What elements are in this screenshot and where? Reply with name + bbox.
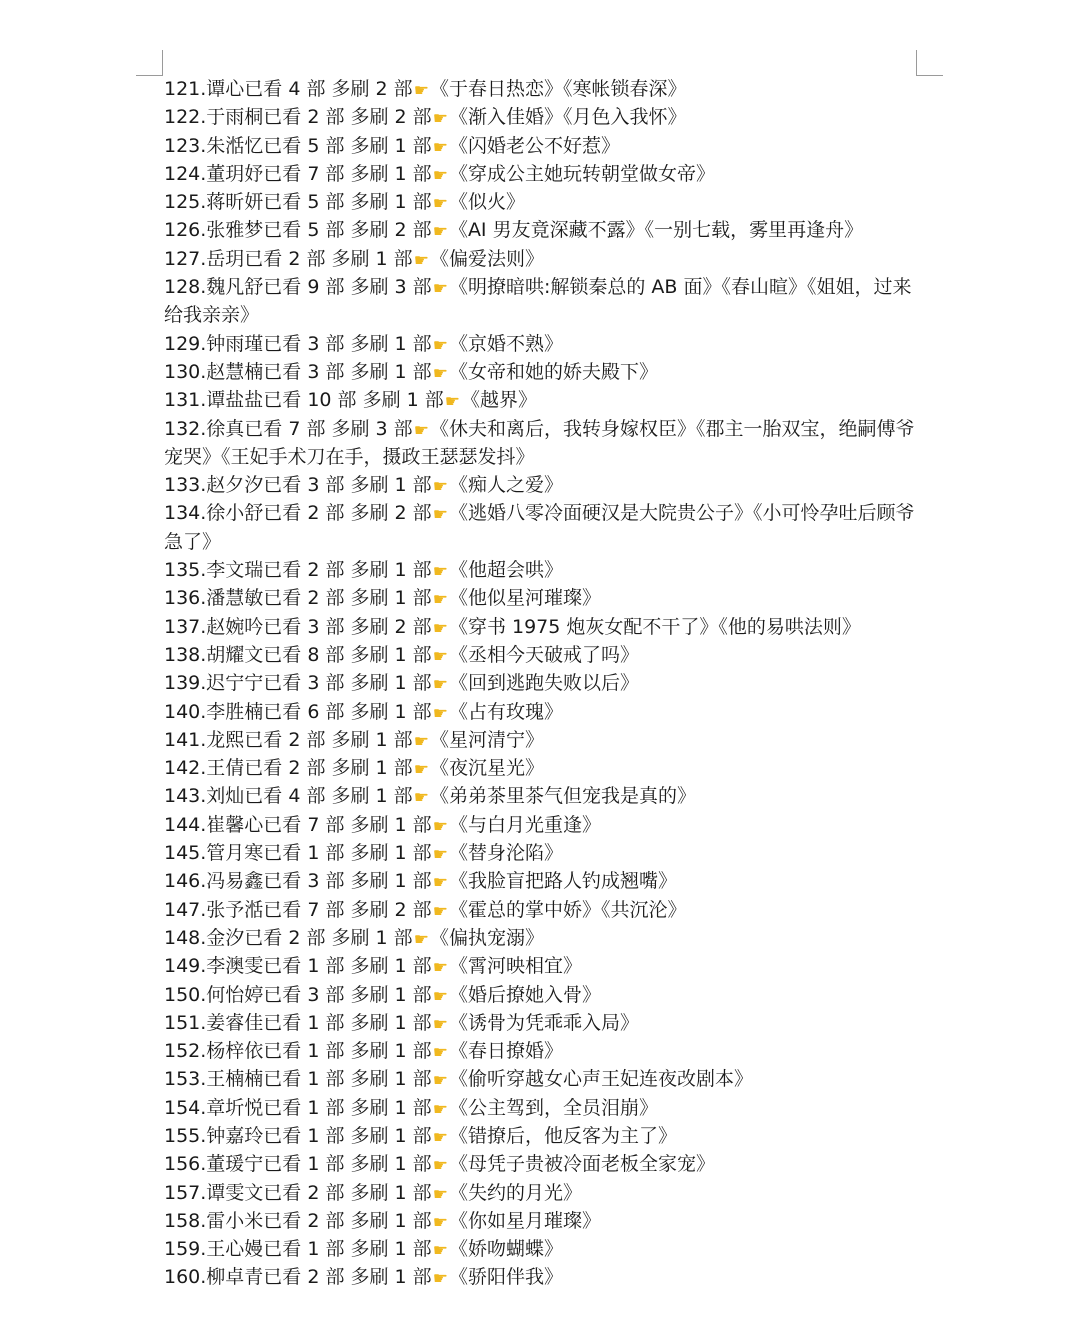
- entry-books: 《他似星河璀璨》: [448, 587, 601, 610]
- entry-text: 141.龙熙已看 2 部 多刷 1 部: [164, 728, 413, 751]
- entry-text: 124.董玥妤已看 7 部 多刷 1 部: [164, 162, 432, 185]
- pointing-hand-icon: ☛: [432, 335, 448, 356]
- list-item: [164, 75, 924, 103]
- list-item: [164, 839, 924, 867]
- list-item: [164, 1122, 924, 1150]
- entry-books: 《似火》: [448, 191, 525, 214]
- list-item: [164, 556, 924, 584]
- entry-books: 《霄河映相宜》: [448, 955, 582, 978]
- entry-text: 128.魏凡舒已看 9 部 多刷 3 部: [164, 276, 432, 299]
- pointing-hand-icon: ☛: [432, 1241, 448, 1262]
- entry-text: 126.张雅梦已看 5 部 多刷 2 部: [164, 219, 432, 242]
- list-item: [164, 811, 924, 839]
- pointing-hand-icon: ☛: [432, 873, 448, 894]
- list-item: [164, 216, 924, 244]
- pointing-hand-icon: ☛: [413, 760, 429, 781]
- entry-books: 《与白月光重逢》: [448, 813, 601, 836]
- pointing-hand-icon: ☛: [432, 646, 448, 667]
- pointing-hand-icon: ☛: [432, 1043, 448, 1064]
- entry-books: 《穿书 1975 炮灰女配不干了》《他的易哄法则》: [448, 615, 861, 638]
- pointing-hand-icon: ☛: [432, 958, 448, 979]
- document-body: [164, 75, 924, 1292]
- pointing-hand-icon: ☛: [413, 929, 429, 950]
- list-item: [164, 245, 924, 273]
- entry-text: 156.董瑗宁已看 1 部 多刷 1 部: [164, 1153, 432, 1176]
- entry-books: 《星河清宁》: [429, 728, 544, 751]
- entry-books: 《霍总的掌中娇》《共沉沦》: [448, 898, 687, 921]
- entry-books: 《渐入佳婚》《月色入我怀》: [448, 106, 687, 129]
- entry-books: 《回到逃跑失败以后》: [448, 672, 639, 695]
- entry-books: 《错撩后，他反客为主了》: [448, 1124, 677, 1147]
- list-item: [164, 358, 924, 386]
- entry-books: 《痴人之爱》: [448, 474, 563, 497]
- entry-books: 《越界》: [461, 389, 538, 412]
- entry-text: 136.潘慧敏已看 2 部 多刷 1 部: [164, 587, 432, 610]
- entry-books: 《偏爱法则》: [429, 247, 544, 270]
- entry-books: 《明撩暗哄:解锁秦总的 AB 面》《春山暄》《姐姐，过来给我亲亲》: [164, 276, 912, 327]
- list-item: [164, 273, 924, 330]
- list-item: [164, 1207, 924, 1235]
- pointing-hand-icon: ☛: [432, 194, 448, 215]
- entry-text: 152.杨梓依已看 1 部 多刷 1 部: [164, 1040, 432, 1063]
- list-item: [164, 641, 924, 669]
- pointing-hand-icon: ☛: [432, 901, 448, 922]
- pointing-hand-icon: ☛: [432, 137, 448, 158]
- entry-books: 《诱骨为凭乖乖入局》: [448, 1011, 639, 1034]
- entry-text: 122.于雨桐已看 2 部 多刷 2 部: [164, 106, 432, 129]
- entry-books: 《逃婚八零冷面硬汉是大院贵公子》《小可怜孕吐后顾爷急了》: [164, 502, 915, 553]
- pointing-hand-icon: ☛: [413, 81, 429, 101]
- entry-text: 140.李胜楠已看 6 部 多刷 1 部: [164, 700, 432, 723]
- entry-text: 145.管月寒已看 1 部 多刷 1 部: [164, 842, 432, 865]
- list-item: [164, 924, 924, 952]
- pointing-hand-icon: ☛: [444, 392, 461, 413]
- list-item: [164, 698, 924, 726]
- entry-books: 《偏执宠溺》: [429, 926, 544, 949]
- pointing-hand-icon: ☛: [432, 590, 448, 611]
- entry-books: 《丞相今天破戒了吗》: [448, 643, 639, 666]
- pointing-hand-icon: ☛: [413, 420, 429, 441]
- entry-text: 139.迟宁宁已看 3 部 多刷 1 部: [164, 672, 432, 695]
- list-item: [164, 132, 924, 160]
- list-item: [164, 669, 924, 697]
- entry-text: 121.谭心已看 4 部 多刷 2 部: [164, 78, 413, 100]
- list-item: [164, 471, 924, 499]
- entry-text: 146.冯易鑫已看 3 部 多刷 1 部: [164, 870, 432, 893]
- entry-books: 《闪婚老公不好惹》: [448, 134, 620, 157]
- entry-books: 《骄阳伴我》: [448, 1266, 563, 1289]
- entry-text: 123.朱湉忆已看 5 部 多刷 1 部: [164, 134, 432, 157]
- entry-text: 149.李澳雯已看 1 部 多刷 1 部: [164, 955, 432, 978]
- entry-books: 《AI 男友竟深藏不露》《一别七载，雾里再逢舟》: [448, 219, 864, 242]
- entry-text: 125.蒋昕妍已看 5 部 多刷 1 部: [164, 191, 432, 214]
- list-item: [164, 584, 924, 612]
- list-item: [164, 1094, 924, 1122]
- entry-books: 《你如星月璀璨》: [448, 1209, 601, 1232]
- list-item: [164, 330, 924, 358]
- entry-text: 150.何怡婷已看 3 部 多刷 1 部: [164, 983, 432, 1006]
- entry-books: 《穿成公主她玩转朝堂做女帝》: [448, 162, 715, 185]
- list-item: [164, 1037, 924, 1065]
- pointing-hand-icon: ☛: [432, 222, 448, 243]
- entry-text: 134.徐小舒已看 2 部 多刷 2 部: [164, 502, 432, 525]
- entry-text: 132.徐真已看 7 部 多刷 3 部: [164, 417, 413, 440]
- list-item: [164, 1235, 924, 1263]
- entry-text: 135.李文瑞已看 2 部 多刷 1 部: [164, 559, 432, 582]
- list-item: [164, 1009, 924, 1037]
- pointing-hand-icon: ☛: [432, 1212, 448, 1233]
- pointing-hand-icon: ☛: [432, 1127, 448, 1148]
- pointing-hand-icon: ☛: [432, 1014, 448, 1035]
- entry-text: 142.王倩已看 2 部 多刷 1 部: [164, 757, 413, 780]
- entry-text: 151.姜睿佳已看 1 部 多刷 1 部: [164, 1011, 432, 1034]
- entry-books: 《于春日热恋》《寒帐锁春深》: [429, 78, 687, 100]
- entry-text: 133.赵夕汐已看 3 部 多刷 1 部: [164, 474, 432, 497]
- entry-books: 《我脸盲把路人钓成翘嘴》: [448, 870, 677, 893]
- entry-books: 《休夫和离后，我转身嫁权臣》《郡主一胎双宝，绝嗣傅爷宠哭》《王妃手术刀在手，摄政王瑟瑟发抖》: [164, 417, 915, 468]
- pointing-hand-icon: ☛: [413, 250, 429, 271]
- entry-text: 137.赵婉吟已看 3 部 多刷 2 部: [164, 615, 432, 638]
- entry-text: 153.王楠楠已看 1 部 多刷 1 部: [164, 1068, 432, 1091]
- pointing-hand-icon: ☛: [432, 703, 448, 724]
- entry-text: 159.王心嫚已看 1 部 多刷 1 部: [164, 1238, 432, 1261]
- entry-books: 《替身沦陷》: [448, 842, 563, 865]
- entry-text: 157.谭雯文已看 2 部 多刷 1 部: [164, 1181, 432, 1204]
- entry-text: 138.胡耀文已看 8 部 多刷 1 部: [164, 643, 432, 666]
- pointing-hand-icon: ☛: [432, 1156, 448, 1177]
- margin-corner-top-left: [162, 50, 163, 76]
- entry-books: 《婚后撩她入骨》: [448, 983, 601, 1006]
- list-item: [164, 613, 924, 641]
- entry-text: 155.钟嘉玲已看 1 部 多刷 1 部: [164, 1124, 432, 1147]
- entry-text: 143.刘灿已看 4 部 多刷 1 部: [164, 785, 413, 808]
- pointing-hand-icon: ☛: [432, 675, 448, 696]
- entry-books: 《他超会哄》: [448, 559, 563, 582]
- entry-text: 154.章圻悦已看 1 部 多刷 1 部: [164, 1096, 432, 1119]
- list-item: [164, 160, 924, 188]
- list-item: [164, 726, 924, 754]
- margin-corner-top-left: [136, 75, 163, 76]
- entry-text: 129.钟雨瑾已看 3 部 多刷 1 部: [164, 332, 432, 355]
- pointing-hand-icon: ☛: [432, 279, 448, 300]
- pointing-hand-icon: ☛: [432, 165, 448, 186]
- entry-text: 147.张予湉已看 7 部 多刷 2 部: [164, 898, 432, 921]
- list-item: [164, 754, 924, 782]
- pointing-hand-icon: ☛: [413, 731, 429, 752]
- entry-books: 《母凭子贵被冷面老板全家宠》: [448, 1153, 715, 1176]
- pointing-hand-icon: ☛: [432, 109, 448, 130]
- entry-text: 131.谭盐盐已看 10 部 多刷 1 部: [164, 389, 444, 412]
- entry-text: 130.赵慧楠已看 3 部 多刷 1 部: [164, 360, 432, 383]
- entry-text: 148.金汐已看 2 部 多刷 1 部: [164, 926, 413, 949]
- entry-text: 160.柳卓青已看 2 部 多刷 1 部: [164, 1266, 432, 1289]
- entry-books: 《公主驾到，全员泪崩》: [448, 1096, 658, 1119]
- pointing-hand-icon: ☛: [432, 363, 448, 384]
- list-item: [164, 782, 924, 810]
- list-item: [164, 1179, 924, 1207]
- list-item: [164, 981, 924, 1009]
- entry-books: 《春日撩婚》: [448, 1040, 563, 1063]
- entry-books: 《弟弟茶里茶气但宠我是真的》: [429, 785, 696, 808]
- list-item: [164, 1065, 924, 1093]
- pointing-hand-icon: ☛: [432, 1099, 448, 1120]
- pointing-hand-icon: ☛: [413, 788, 429, 809]
- pointing-hand-icon: ☛: [432, 477, 448, 498]
- list-item: [164, 952, 924, 980]
- margin-corner-top-right: [916, 50, 917, 76]
- entry-books: 《夜沉星光》: [429, 757, 544, 780]
- list-item: [164, 188, 924, 216]
- entry-books: 《女帝和她的娇夫殿下》: [448, 360, 658, 383]
- entry-text: 158.雷小米已看 2 部 多刷 1 部: [164, 1209, 432, 1232]
- pointing-hand-icon: ☛: [432, 1184, 448, 1205]
- pointing-hand-icon: ☛: [432, 505, 448, 526]
- pointing-hand-icon: ☛: [432, 618, 448, 639]
- pointing-hand-icon: ☛: [432, 986, 448, 1007]
- pointing-hand-icon: ☛: [432, 1071, 448, 1092]
- entry-books: 《京婚不熟》: [448, 332, 563, 355]
- list-item: [164, 867, 924, 895]
- list-item: [164, 103, 924, 131]
- pointing-hand-icon: ☛: [432, 845, 448, 866]
- entry-text: 127.岳玥已看 2 部 多刷 1 部: [164, 247, 413, 270]
- pointing-hand-icon: ☛: [432, 1269, 448, 1290]
- list-item: [164, 386, 924, 414]
- list-item: [164, 1150, 924, 1178]
- list-item: [164, 415, 924, 472]
- pointing-hand-icon: ☛: [432, 816, 448, 837]
- entry-books: 《偷听穿越女心声王妃连夜改剧本》: [448, 1068, 753, 1091]
- list-item: [164, 896, 924, 924]
- entry-books: 《占有玫瑰》: [448, 700, 563, 723]
- list-item: [164, 499, 924, 556]
- entry-books: 《娇吻蝴蝶》: [448, 1238, 563, 1261]
- pointing-hand-icon: ☛: [432, 562, 448, 583]
- entry-text: 144.崔馨心已看 7 部 多刷 1 部: [164, 813, 432, 836]
- entry-books: 《失约的月光》: [448, 1181, 582, 1204]
- list-item: [164, 1263, 924, 1291]
